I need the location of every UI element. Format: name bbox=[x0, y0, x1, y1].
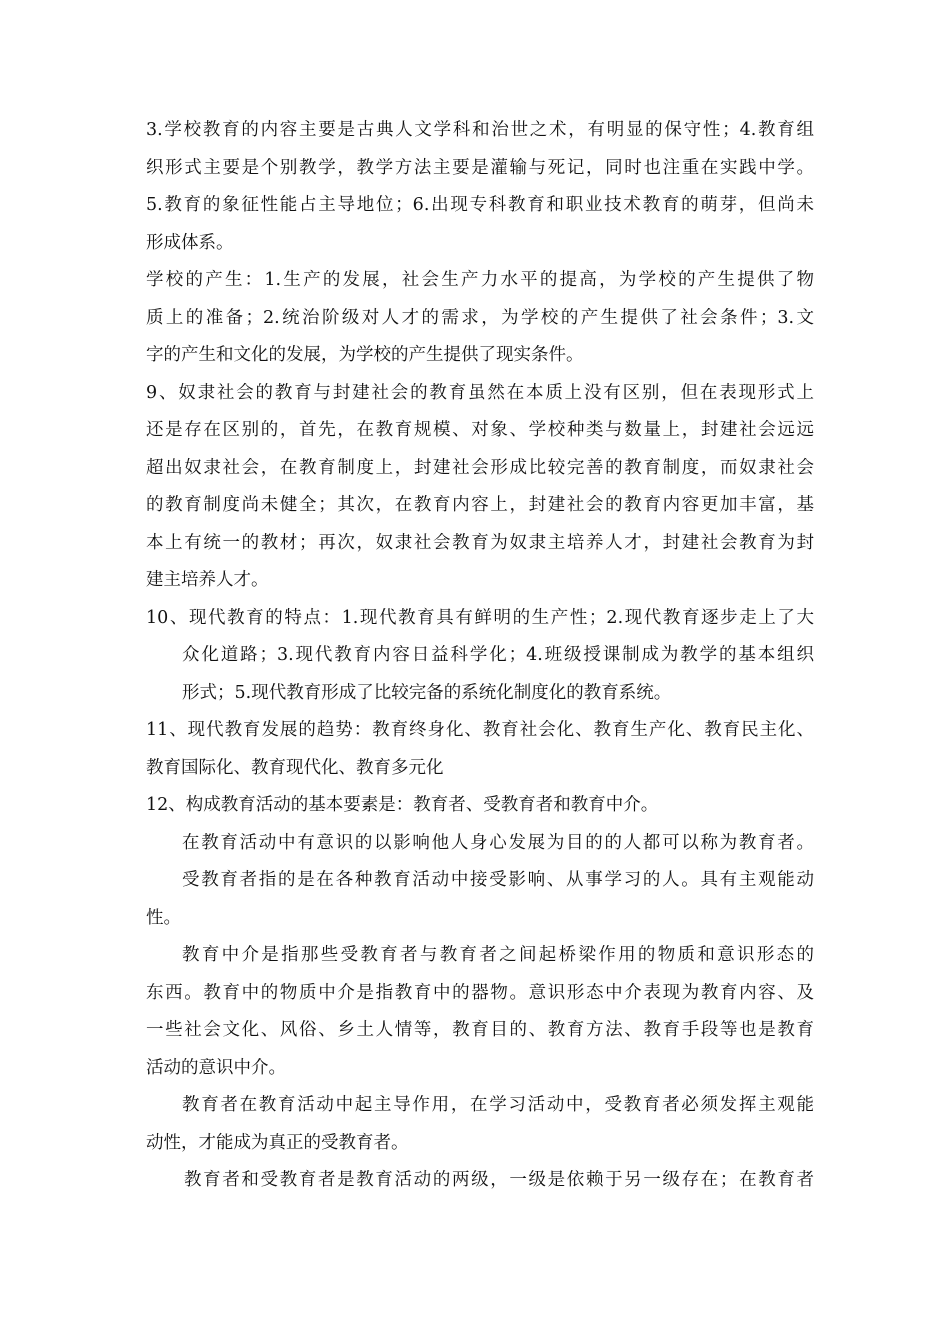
text-line: 3.学校教育的内容主要是古典人文学科和治世之术，有明显的保守性；4.教育组 bbox=[146, 120, 814, 140]
text-line: 10、现代教育的特点：1.现代教育具有鲜明的生产性；2.现代教育逐步走上了大 bbox=[146, 607, 814, 628]
text-line: 字的产生和文化的发展，为学校的产生提供了现实条件。 bbox=[146, 345, 584, 365]
text-line: 9、奴隶社会的教育与封建社会的教育虽然在本质上没有区别，但在表现形式上 bbox=[146, 382, 814, 403]
text-line: 在教育活动中有意识的以影响他人身心发展为目的的人都可以称为教育者。 bbox=[182, 832, 814, 853]
text-line: 教育国际化、教育现代化、教育多元化 bbox=[146, 757, 444, 778]
document-page bbox=[146, 112, 814, 1200]
text-line: 建主培养人才。 bbox=[146, 570, 269, 590]
text-line: 11、现代教育发展的趋势：教育终身化、教育社会化、教育生产化、教育民主化、 bbox=[146, 720, 814, 740]
text-line: 东西。教育中的物质中介是指教育中的器物。意识形态中介表现为教育内容、及 bbox=[146, 982, 814, 1003]
text-line: 形式；5.现代教育形成了比较完备的系统化制度化的教育系统。 bbox=[182, 682, 672, 703]
text-line: 5.教育的象征性能占主导地位；6.出现专科教育和职业技术教育的萌芽，但尚未 bbox=[146, 195, 814, 215]
text-line: 教育中介是指那些受教育者与教育者之间起桥梁作用的物质和意识形态的 bbox=[182, 945, 814, 965]
text-line: 教育者和受教育者是教育活动的两级，一级是依赖于另一级存在；在教育者 bbox=[184, 1170, 814, 1190]
text-line: 本上有统一的教材；再次，奴隶社会教育为奴隶主培养人才，封建社会教育为封 bbox=[146, 532, 814, 553]
text-line: 的教育制度尚未健全；其次，在教育内容上，封建社会的教育内容更加丰富，基 bbox=[146, 495, 814, 515]
text-line: 动性，才能成为真正的受教育者。 bbox=[146, 1132, 409, 1153]
text-line: 还是存在区别的，首先，在教育规模、对象、学校种类与数量上，封建社会远远 bbox=[146, 420, 814, 440]
text-line: 12、构成教育活动的基本要素是：教育者、受教育者和教育中介。 bbox=[146, 795, 659, 815]
text-line: 一些社会文化、风俗、乡土人情等，教育目的、教育方法、教育手段等也是教育 bbox=[146, 1020, 814, 1040]
text-line: 受教育者指的是在各种教育活动中接受影响、从事学习的人。具有主观能动 bbox=[182, 870, 814, 890]
text-line: 超出奴隶社会，在教育制度上，封建社会形成比较完善的教育制度，而奴隶社会 bbox=[146, 457, 814, 478]
text-line: 活动的意识中介。 bbox=[146, 1057, 286, 1078]
text-line: 教育者在教育活动中起主导作用，在学习活动中，受教育者必须发挥主观能 bbox=[182, 1095, 814, 1115]
text-line: 众化道路；3.现代教育内容日益科学化；4.班级授课制成为教学的基本组织 bbox=[182, 645, 814, 665]
text-line: 学校的产生：1.生产的发展，社会生产力水平的提高，为学校的产生提供了物 bbox=[146, 270, 814, 290]
text-line: 形成体系。 bbox=[146, 232, 234, 253]
text-line: 织形式主要是个别教学，教学方法主要是灌输与死记，同时也注重在实践中学。 bbox=[146, 157, 814, 178]
text-line: 质上的准备；2.统治阶级对人才的需求，为学校的产生提供了社会条件；3.文 bbox=[146, 307, 814, 328]
text-line: 性。 bbox=[146, 907, 181, 928]
